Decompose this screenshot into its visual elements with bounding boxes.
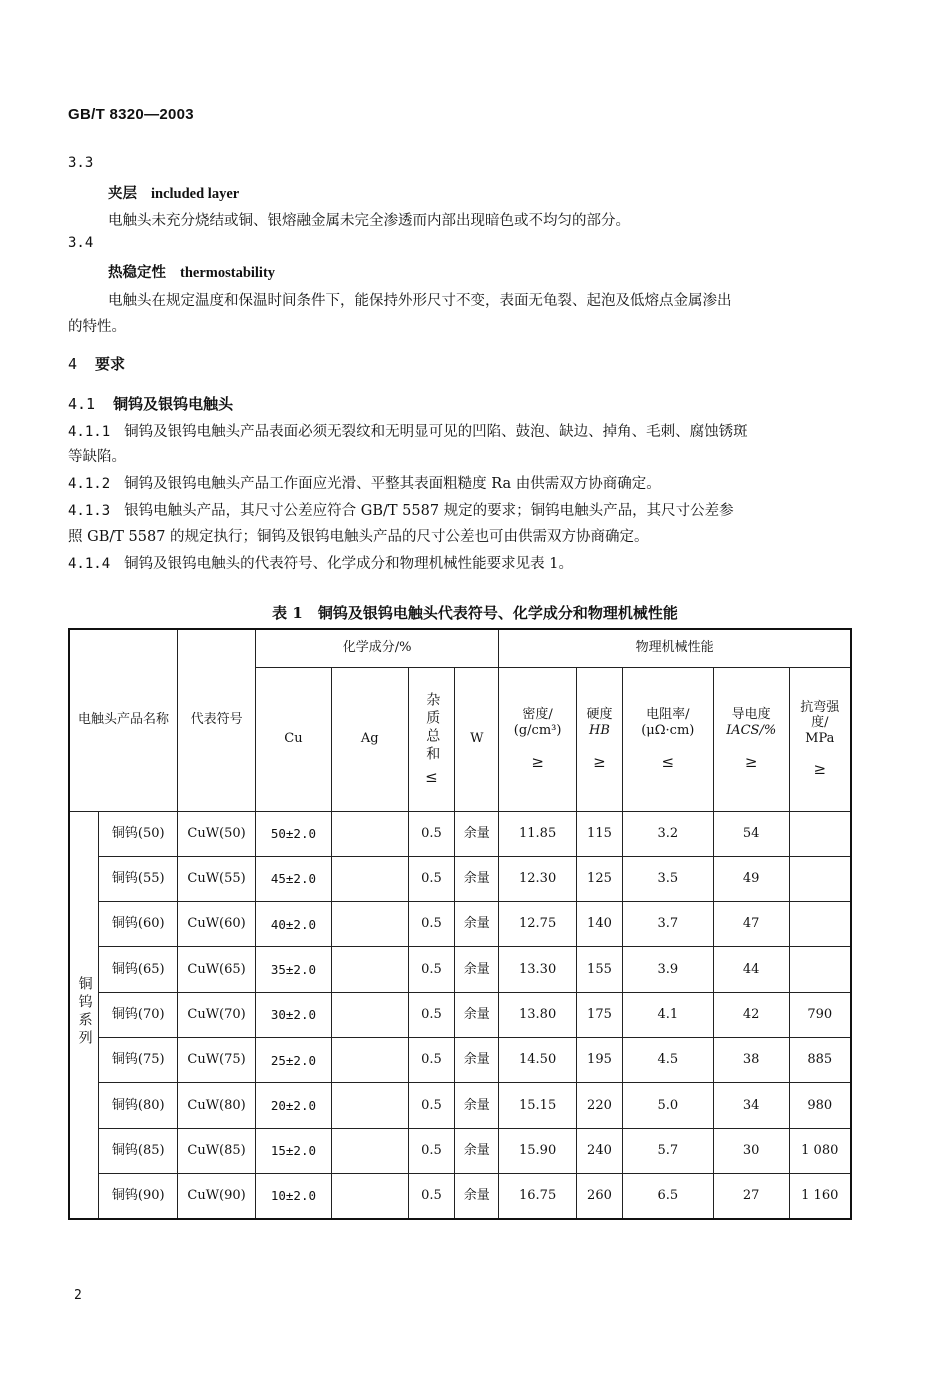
row-density: 15.15 (499, 1083, 577, 1128)
header-ag: Ag (331, 667, 408, 811)
header-conductivity (713, 667, 789, 811)
row-w: 余量 (455, 856, 499, 901)
density-label: 密度/ (522, 707, 553, 723)
row-ag (331, 902, 408, 947)
row-cu: 30±2.0 (256, 992, 332, 1037)
clause-text: 铜钨及银钨电触头的代表符号、化学成分和物理机械性能要求见表 1。 (124, 556, 573, 572)
row-impurity: 0.5 (408, 947, 455, 992)
row-impurity: 0.5 (408, 1037, 455, 1082)
hardness-symbol: ≥ (593, 752, 606, 771)
row-strength: 1 160 (789, 1173, 851, 1218)
row-cu: 20±2.0 (256, 1083, 332, 1128)
conductivity-unit: IACS/% (726, 723, 777, 738)
table-row (69, 1173, 851, 1218)
row-code: CuW(65) (178, 947, 256, 992)
row-w: 余量 (455, 1173, 499, 1218)
row-w: 余量 (455, 947, 499, 992)
row-conductivity: 47 (713, 902, 789, 947)
header-symbol: 代表符号 (178, 629, 256, 811)
header-product-name: 电触头产品名称 (69, 629, 178, 811)
header-strength (789, 667, 851, 811)
section-number: 4.1 (68, 395, 96, 413)
row-conductivity: 30 (713, 1128, 789, 1173)
row-w: 余量 (455, 811, 499, 856)
row-name: 铜钨(75) (99, 1037, 178, 1082)
hardness-label: 硬度 (586, 707, 613, 723)
term-en: thermostability (180, 265, 276, 281)
clause-number: 4.1.4 (68, 556, 111, 572)
impurity-symbol: ≤ (425, 768, 438, 786)
conductivity-label: 导电度 (731, 707, 771, 723)
clause-4-1-1-line1 (68, 420, 748, 441)
row-ag (331, 992, 408, 1037)
row-conductivity: 34 (713, 1083, 789, 1128)
row-code: CuW(55) (178, 856, 256, 901)
row-ag (331, 1037, 408, 1082)
row-impurity: 0.5 (408, 856, 455, 901)
row-name: 铜钨(65) (99, 947, 178, 992)
section-heading-4 (68, 353, 125, 374)
row-impurity: 0.5 (408, 1128, 455, 1173)
row-density: 14.50 (499, 1037, 577, 1082)
row-strength (789, 856, 851, 901)
row-w: 余量 (455, 1037, 499, 1082)
row-hardness: 115 (577, 811, 623, 856)
section-title: 铜钨及银钨电触头 (113, 395, 234, 413)
row-hardness: 125 (577, 856, 623, 901)
row-density: 13.80 (499, 992, 577, 1037)
clause-4-1-3-line2: 照 GB/T 5587 的规定执行；铜钨及银钨电触头产品的尺寸公差也可由供需双方协商确定。 (68, 529, 649, 545)
row-resistivity: 3.9 (622, 947, 713, 992)
resistivity-unit: (μΩ·cm) (641, 723, 695, 738)
row-density: 12.30 (499, 856, 577, 901)
row-name: 铜钨(85) (99, 1128, 178, 1173)
table-1 (68, 628, 852, 1220)
row-strength: 1 080 (789, 1128, 851, 1173)
table-row (69, 1083, 851, 1128)
row-code: CuW(80) (178, 1083, 256, 1128)
row-cu: 15±2.0 (256, 1128, 332, 1173)
row-code: CuW(90) (178, 1173, 256, 1218)
row-conductivity: 49 (713, 856, 789, 901)
row-resistivity: 3.2 (622, 811, 713, 856)
header-cu: Cu (256, 667, 332, 811)
row-strength (789, 811, 851, 856)
row-conductivity: 42 (713, 992, 789, 1037)
strength-symbol: ≥ (813, 760, 827, 779)
row-hardness: 175 (577, 992, 623, 1037)
clause-number: 4.1.3 (68, 503, 111, 519)
clause-4-1-1-line2: 等缺陷。 (68, 449, 126, 465)
section-number-3-3: 3.3 (68, 155, 94, 171)
density-symbol: ≥ (531, 752, 544, 771)
row-hardness: 195 (577, 1037, 623, 1082)
term-included-layer (108, 182, 239, 203)
hardness-unit: HB (589, 723, 610, 738)
row-conductivity: 44 (713, 947, 789, 992)
row-resistivity: 5.0 (622, 1083, 713, 1128)
conductivity-symbol: ≥ (744, 752, 758, 771)
row-name: 铜钨(80) (99, 1083, 178, 1128)
section-number-3-4: 3.4 (68, 235, 94, 251)
term-cn: 夹层 (108, 185, 137, 202)
row-strength (789, 902, 851, 947)
row-density: 13.30 (499, 947, 577, 992)
row-density: 16.75 (499, 1173, 577, 1218)
row-ag (331, 856, 408, 901)
header-density (499, 667, 577, 811)
strength-unit: MPa (805, 730, 835, 746)
row-impurity: 0.5 (408, 811, 455, 856)
header-phys-group: 物理机械性能 (499, 629, 851, 667)
row-code: CuW(50) (178, 811, 256, 856)
row-impurity: 0.5 (408, 992, 455, 1037)
row-code: CuW(85) (178, 1128, 256, 1173)
section-number: 4 (68, 355, 78, 373)
row-resistivity: 4.5 (622, 1037, 713, 1082)
row-ag (331, 947, 408, 992)
resistivity-symbol: ≤ (661, 752, 675, 771)
section-heading-4-1 (68, 393, 233, 414)
table-row (69, 1037, 851, 1082)
row-code: CuW(75) (178, 1037, 256, 1082)
row-w: 余量 (455, 1083, 499, 1128)
header-chem-group: 化学成分/% (256, 629, 499, 667)
row-name: 铜钨(70) (99, 992, 178, 1037)
row-cu: 40±2.0 (256, 902, 332, 947)
resistivity-label: 电阻率/ (646, 707, 690, 723)
impurity-label: 杂质总和 (424, 692, 441, 764)
series-label: 铜钨系列 (76, 976, 93, 1049)
row-density: 11.85 (499, 811, 577, 856)
row-resistivity: 6.5 (622, 1173, 713, 1218)
row-impurity: 0.5 (408, 1173, 455, 1218)
row-conductivity: 54 (713, 811, 789, 856)
row-ag (331, 811, 408, 856)
clause-text: 铜钨及银钨电触头产品表面必须无裂纹和无明显可见的凹陷、鼓泡、缺边、掉角、毛刺、腐蚀锈斑 (124, 424, 748, 440)
clause-4-1-2 (68, 472, 661, 493)
row-resistivity: 3.5 (622, 856, 713, 901)
row-hardness: 260 (577, 1173, 623, 1218)
row-conductivity: 38 (713, 1037, 789, 1082)
series-label-cell (69, 811, 99, 1219)
row-hardness: 220 (577, 1083, 623, 1128)
table-title: 表 1 铜钨及银钨电触头代表符号、化学成分和物理机械性能 (272, 604, 678, 622)
definition-thermostability-line1: 电触头在规定温度和保温时间条件下，能保持外形尺寸不变，表面无龟裂、起泡及低熔点金属渗出 (108, 293, 732, 309)
clause-text: 铜钨及银钨电触头产品工作面应光滑、平整其表面粗糙度 Ra 由供需双方协商确定。 (124, 476, 661, 492)
row-code: CuW(60) (178, 902, 256, 947)
row-strength: 885 (789, 1037, 851, 1082)
row-ag (331, 1128, 408, 1173)
row-resistivity: 4.1 (622, 992, 713, 1037)
header-w: W (455, 667, 499, 811)
row-cu: 10±2.0 (256, 1173, 332, 1218)
row-name: 铜钨(60) (99, 902, 178, 947)
row-resistivity: 3.7 (622, 902, 713, 947)
table-row (69, 1128, 851, 1173)
clause-text: 银钨电触头产品，其尺寸公差应符合 GB/T 5587 规定的要求；铜钨电触头产品，其尺寸公差参 (124, 503, 734, 519)
clause-4-1-4 (68, 552, 573, 573)
row-density: 12.75 (499, 902, 577, 947)
table-row (69, 856, 851, 901)
header-hardness (577, 667, 623, 811)
clause-number: 4.1.1 (68, 424, 111, 440)
term-cn: 热稳定性 (108, 264, 166, 281)
section-title: 要求 (95, 355, 126, 373)
clause-number: 4.1.2 (68, 476, 111, 492)
row-hardness: 240 (577, 1128, 623, 1173)
row-strength: 980 (789, 1083, 851, 1128)
row-name: 铜钨(90) (99, 1173, 178, 1218)
row-density: 15.90 (499, 1128, 577, 1173)
strength-label: 抗弯强度/ (800, 699, 840, 731)
row-strength (789, 947, 851, 992)
term-thermostability (108, 261, 275, 282)
row-ag (331, 1173, 408, 1218)
header-resistivity (622, 667, 713, 811)
row-cu: 45±2.0 (256, 856, 332, 901)
row-hardness: 140 (577, 902, 623, 947)
row-strength: 790 (789, 992, 851, 1037)
definition-included-layer: 电触头未充分烧结或铜、银熔融金属未完全渗透而内部出现暗色或不均匀的部分。 (108, 213, 630, 229)
row-impurity: 0.5 (408, 902, 455, 947)
page-number: 2 (74, 1288, 82, 1303)
row-w: 余量 (455, 902, 499, 947)
term-en: included layer (151, 186, 240, 202)
header-impurity (408, 667, 455, 811)
table-body (69, 811, 851, 1219)
row-resistivity: 5.7 (622, 1128, 713, 1173)
row-hardness: 155 (577, 947, 623, 992)
row-w: 余量 (455, 1128, 499, 1173)
row-name: 铜钨(50) (99, 811, 178, 856)
row-cu: 50±2.0 (256, 811, 332, 856)
definition-thermostability-line2: 的特性。 (68, 319, 126, 335)
row-ag (331, 1083, 408, 1128)
row-code: CuW(70) (178, 992, 256, 1037)
row-cu: 35±2.0 (256, 947, 332, 992)
row-w: 余量 (455, 992, 499, 1037)
clause-4-1-3-line1 (68, 499, 734, 520)
standard-code: GB/T 8320—2003 (68, 106, 194, 123)
table-row (69, 902, 851, 947)
row-name: 铜钨(55) (99, 856, 178, 901)
table-row (69, 947, 851, 992)
table-row (69, 811, 851, 856)
table-row (69, 992, 851, 1037)
row-cu: 25±2.0 (256, 1037, 332, 1082)
row-impurity: 0.5 (408, 1083, 455, 1128)
row-conductivity: 27 (713, 1173, 789, 1218)
density-unit: (g/cm³) (513, 723, 562, 738)
